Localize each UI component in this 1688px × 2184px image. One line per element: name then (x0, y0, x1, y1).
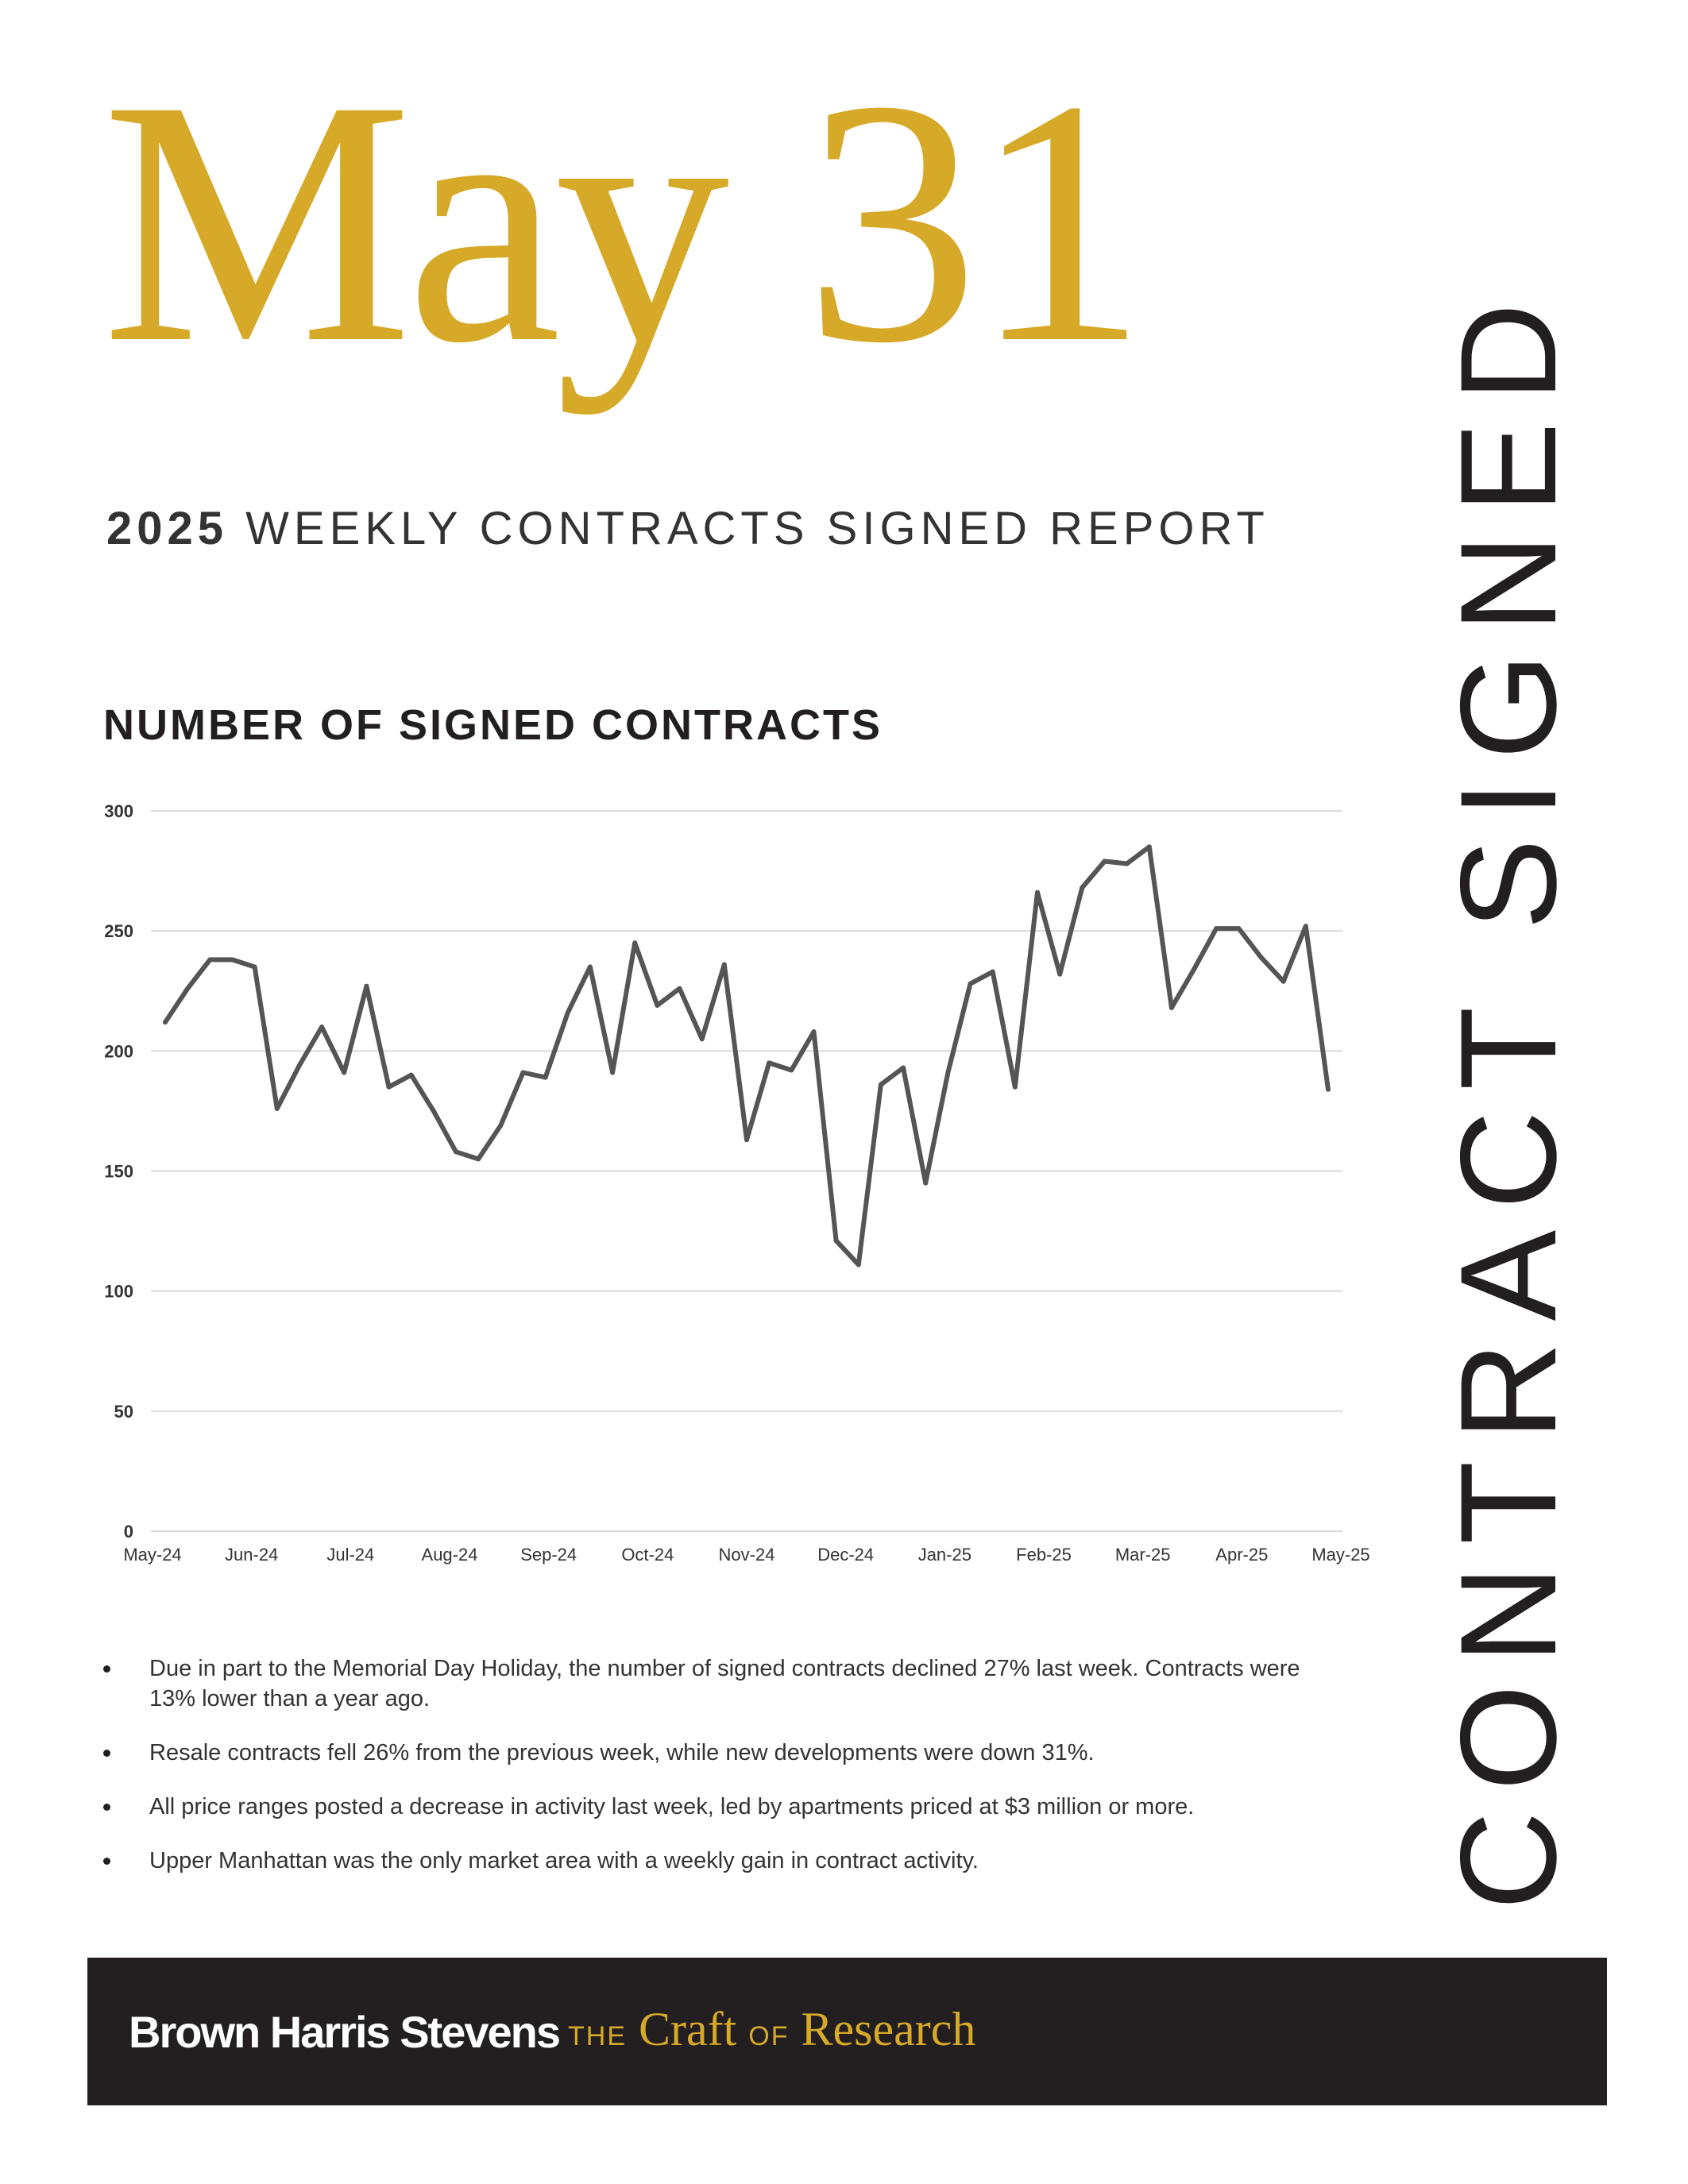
bullet-dot (103, 1665, 110, 1673)
data-point (230, 957, 234, 962)
data-point (722, 962, 727, 967)
data-point (655, 1003, 659, 1008)
data-point (1192, 967, 1196, 972)
bullet-item (103, 1846, 1319, 1876)
data-point (588, 965, 593, 970)
x-tick-label: Sep-24 (520, 1545, 577, 1565)
tagline-craft: Craft (639, 2003, 737, 2055)
bullet-text: Upper Manhattan was the only market area with a weekly gain in contract activity. (149, 1848, 979, 1873)
data-point (789, 1068, 794, 1073)
data-point (498, 1123, 503, 1128)
data-point (431, 1109, 436, 1113)
data-point (409, 1073, 414, 1078)
data-point (1259, 955, 1264, 959)
side-title: CONTRACT SIGNED (1432, 282, 1585, 1910)
data-point (700, 1036, 705, 1041)
y-tick-label: 100 (104, 1281, 133, 1302)
y-tick-label: 150 (104, 1161, 133, 1182)
y-tick-label: 0 (123, 1522, 133, 1542)
y-axis-ticks (104, 801, 133, 1542)
report-title: WEEKLY CONTRACTS SIGNED REPORT (245, 503, 1269, 554)
data-point (1147, 844, 1152, 849)
data-point (1236, 926, 1241, 931)
x-tick-label: May-25 (1311, 1545, 1370, 1565)
data-point (342, 1071, 346, 1075)
data-point (991, 970, 995, 974)
data-point (1035, 890, 1040, 895)
summary-bullets (103, 1653, 1319, 1900)
data-point (923, 1181, 928, 1186)
x-tick-label: Jul-24 (326, 1545, 375, 1565)
data-point (1304, 924, 1308, 928)
bullet-item (103, 1653, 1319, 1714)
data-point (767, 1060, 771, 1065)
data-point (632, 940, 637, 945)
x-tick-label: Jan-25 (917, 1545, 971, 1565)
data-point (1214, 926, 1219, 931)
data-point (1326, 1087, 1331, 1092)
report-date: May 31 (102, 29, 1141, 415)
report-year: 2025 (106, 503, 229, 554)
data-point (319, 1024, 324, 1029)
data-point (364, 984, 369, 989)
x-tick-label: May-24 (123, 1545, 182, 1565)
data-point (297, 1063, 302, 1067)
data-point (387, 1085, 392, 1090)
brand-logo: Brown Harris Stevens (129, 2007, 559, 2057)
footer-bar (87, 1958, 1607, 2105)
bullet-text: All price ranges posted a decrease in activity last week, led by apartments priced at $3 million or more. (149, 1794, 1195, 1819)
data-point (811, 1029, 816, 1034)
x-tick-label: Jun-24 (225, 1545, 279, 1565)
data-point (901, 1065, 906, 1070)
data-point (610, 1071, 615, 1075)
x-tick-label: Feb-25 (1016, 1545, 1072, 1565)
data-point (1102, 859, 1107, 863)
x-tick-label: Oct-24 (621, 1545, 674, 1565)
data-point (834, 1238, 839, 1243)
bullet-dot (103, 1750, 110, 1757)
y-tick-label: 200 (104, 1041, 133, 1062)
data-point (678, 986, 682, 991)
bullet-text: Resale contracts fell 26% from the previous week, while new developments were down 31%. (149, 1740, 1095, 1765)
x-tick-label: Dec-24 (817, 1545, 875, 1565)
chart-title: NUMBER OF SIGNED CONTRACTS (103, 701, 883, 749)
data-point (1080, 886, 1084, 890)
bullet-item (103, 1792, 1319, 1822)
bullet-dot (103, 1858, 110, 1865)
data-point (163, 1020, 168, 1024)
series-line (165, 847, 1328, 1264)
data-point (454, 1149, 458, 1154)
tagline-of: OF (748, 2021, 790, 2051)
bullet-item (103, 1738, 1319, 1768)
data-point (1057, 972, 1062, 977)
data-point (520, 1071, 525, 1075)
data-point (275, 1106, 280, 1111)
bullet-text: Due in part to the Memorial Day Holiday, the number of signed contracts declined 27% last week. Contracts were 13% lower than a year ago. (149, 1656, 1300, 1711)
x-tick-label: Apr-25 (1215, 1545, 1269, 1565)
bullet-dot (103, 1804, 110, 1811)
y-tick-label: 250 (104, 921, 133, 942)
data-point (968, 982, 973, 986)
data-point (879, 1082, 883, 1087)
y-tick-label: 50 (114, 1401, 133, 1422)
x-tick-label: Mar-25 (1114, 1545, 1171, 1565)
data-point (476, 1156, 481, 1161)
chart-series (163, 844, 1331, 1267)
data-point (744, 1137, 749, 1142)
data-point (207, 957, 212, 962)
chart-gridlines (151, 811, 1342, 1531)
tagline-the: THE (568, 2021, 627, 2051)
data-point (1281, 979, 1286, 984)
data-point (566, 1010, 570, 1015)
data-point (856, 1262, 861, 1267)
data-point (1169, 1005, 1174, 1010)
x-tick-label: Aug-24 (421, 1545, 478, 1565)
data-point (1013, 1085, 1018, 1090)
data-point (1125, 862, 1130, 866)
data-point (253, 965, 257, 970)
tagline-research: Research (801, 2003, 976, 2055)
x-tick-label: Nov-24 (718, 1545, 775, 1565)
x-axis-ticks (123, 1545, 1369, 1565)
data-point (945, 1071, 950, 1075)
data-point (185, 986, 190, 991)
y-tick-label: 300 (104, 801, 133, 821)
tagline (568, 2005, 975, 2053)
data-point (543, 1075, 548, 1080)
